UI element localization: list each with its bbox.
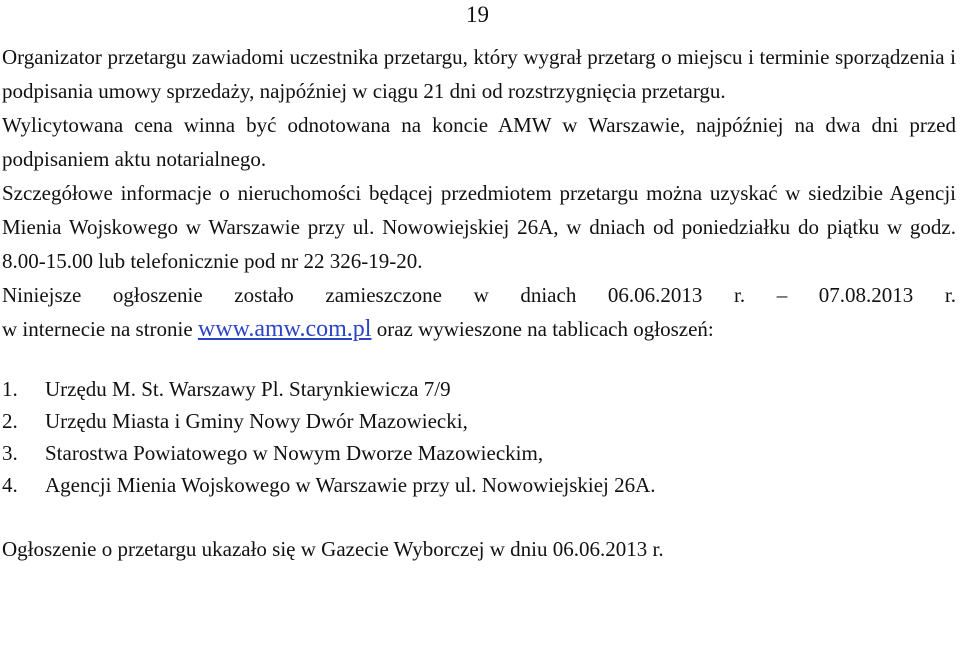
- list-item: [2, 437, 956, 469]
- list-item-text: Starostwa Powiatowego w Nowym Dworze Mazowieckim,: [45, 441, 544, 465]
- paragraph-payment-deadline: Wylicytowana cena winna być odnotowana na koncie AMW w Warszawie, najpóźniej na dwa dni przed podpisaniem aktu notarialnego.: [2, 113, 956, 171]
- link-line-suffix: oraz wywieszone na tablicach ogłoszeń:: [371, 317, 714, 341]
- list-item-text: Agencji Mienia Wojskowego w Warszawie przy ul. Nowowiejskiej 26A.: [45, 473, 656, 497]
- paragraph-details-info: Szczegółowe informacje o nieruchomości będącej przedmiotem przetargu można uzyskać w siedzibie Agencji Mienia Wojskowego w Warszawie przy ul. Nowowiejskiej 26A, w dniach od poniedziałku do piątku w godz. 8.00-15.00 lub telefonicznie pod nr 22 326-19-20.: [2, 181, 956, 273]
- list-item-text: Urzędu Miasta i Gminy Nowy Dwór Mazowiecki,: [45, 409, 468, 433]
- list-item-number: 4.: [2, 473, 18, 497]
- list-item: [2, 405, 956, 437]
- list-item-number: 3.: [2, 441, 18, 465]
- list-item: [2, 373, 956, 405]
- paragraph-winner-notification: Organizator przetargu zawiadomi uczestnika przetargu, który wygrał przetarg o miejscu i terminie sporządzenia i podpisania umowy sprzedaży, najpóźniej w ciągu 21 dni od rozstrzygnięcia przetargu.: [2, 45, 956, 103]
- paragraph-publication-dates: Niniejsze ogłoszenie zostało zamieszczone w dniach 06.06.2013 r. – 07.08.2013 r.: [2, 283, 956, 307]
- amw-website-link[interactable]: www.amw.com.pl: [197, 316, 372, 342]
- list-item-number: 1.: [2, 377, 18, 401]
- publication-places-line: [2, 312, 956, 346]
- document-body: [2, 40, 956, 565]
- list-item-text: Urzędu M. St. Warszawy Pl. Starynkiewicza 7/9: [45, 377, 451, 401]
- newspaper-publication-note: Ogłoszenie o przetargu ukazało się w Gazecie Wyborczej w dniu 06.06.2013 r.: [2, 537, 664, 561]
- link-line-prefix: w internecie na stronie: [2, 317, 198, 341]
- notice-boards-list: [2, 373, 956, 501]
- list-item-number: 2.: [2, 409, 18, 433]
- page-number: 19: [466, 2, 489, 27]
- list-item: [2, 469, 956, 501]
